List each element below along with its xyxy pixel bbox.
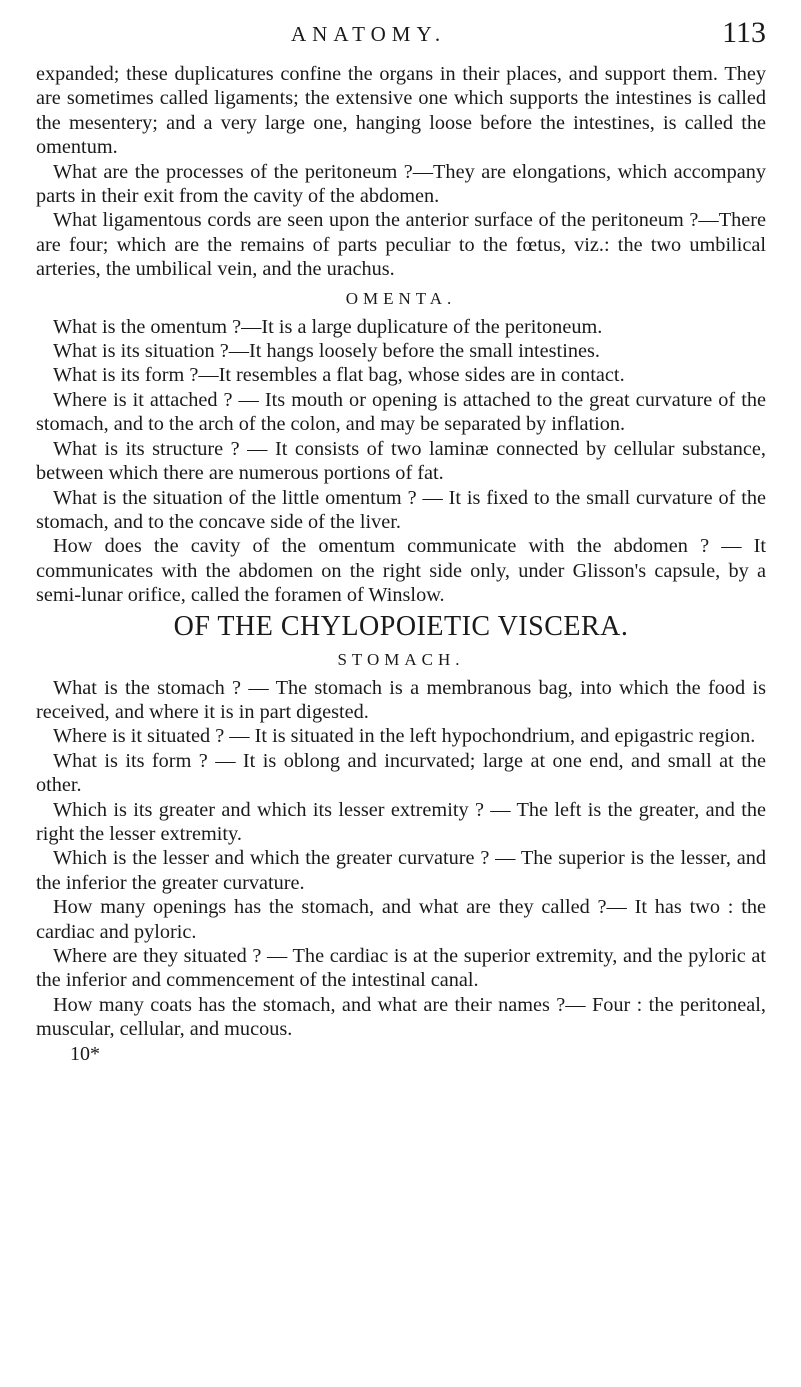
paragraph: What is the situation of the little omentum ? — It is fixed to the small curvature of the stomach, and to the concave side of the liver. [36, 486, 766, 533]
paragraph: Where is it attached ? — Its mouth or opening is attached to the great curvature of the stomach, and to the arch of the colon, and may be separated by inflation. [36, 388, 766, 436]
running-head [36, 12, 766, 62]
paragraph: expanded; these duplicatures confine the organs in their places, and support them. They are sometimes called ligaments; the extensive one which supports the intestines is called the mesentery; and a very large one, hanging loose before the intestines, is called the omentum. [36, 63, 766, 159]
paragraph: What is the omentum ?—It is a large duplicature of the peritoneum. [53, 315, 603, 338]
paragraph: What is the stomach ? — The stomach is a membranous bag, into which the food is received, and where it is in part digested. [36, 676, 766, 723]
paragraph: How many openings has the stomach, and what are they called ?— It has two : the cardiac and pyloric. [36, 896, 766, 943]
book-page [36, 12, 766, 1066]
paragraph: What is its form ?—It resembles a flat bag, whose sides are in contact. [53, 364, 625, 387]
running-title: ANATOMY. [291, 22, 447, 46]
paragraph: What are the processes of the peritoneum ?—They are elongations, which accompany parts in their exit from the cavity of the abdomen. [36, 160, 766, 208]
paragraph: What is its situation ?—It hangs loosely before the small intestines. [53, 340, 600, 363]
chapter-heading: OF THE CHYLOPOIETIC VISCERA. [173, 610, 629, 642]
paragraph: Which is the lesser and which the greater curvature ? — The superior is the lesser, and the inferior the greater curvature. [36, 847, 766, 894]
section-heading: OMENTA. [345, 288, 457, 308]
paragraph: How many coats has the stomach, and what are their names ?— Four : the peritoneal, muscular, cellular, and mucous. [36, 993, 766, 1041]
paragraph: What is its structure ? — It consists of two laminæ connected by cellular substance, between which there are numerous portions of fat. [36, 437, 766, 485]
paragraph: Where are they situated ? — The cardiac is at the superior extremity, and the pyloric at the inferior and commencement of the intestinal canal. [36, 945, 766, 992]
paragraph: What ligamentous cords are seen upon the anterior surface of the peritoneum ?—There are four; which are the remains of parts peculiar to the fœtus, viz.: the two umbilical arteries, the umbilical vein, and the urachus. [36, 209, 766, 281]
signature-mark: 10* [70, 1042, 100, 1065]
paragraph: Which is its greater and which its lesser extremity ? — The left is the greater, and the right the lesser extremity. [36, 798, 766, 845]
omenta-section [36, 289, 766, 608]
page-number: 113 [722, 16, 766, 49]
section-heading: STOMACH. [337, 649, 465, 669]
intro-section [36, 62, 766, 282]
paragraph: What is its form ? — It is oblong and incurvated; large at one end, and small at the other. [36, 749, 766, 797]
paragraph: How does the cavity of the omentum communicate with the abdomen ? — It communicates with the abdomen on the right side only, under Glisson's capsule, by a semi-lunar orifice, called the foramen of Winslow. [36, 535, 766, 607]
chylopoietic-section [36, 611, 766, 1042]
paragraph: Where is it situated ? — It is situated in the left hypochondrium, and epigastric region. [53, 725, 756, 748]
